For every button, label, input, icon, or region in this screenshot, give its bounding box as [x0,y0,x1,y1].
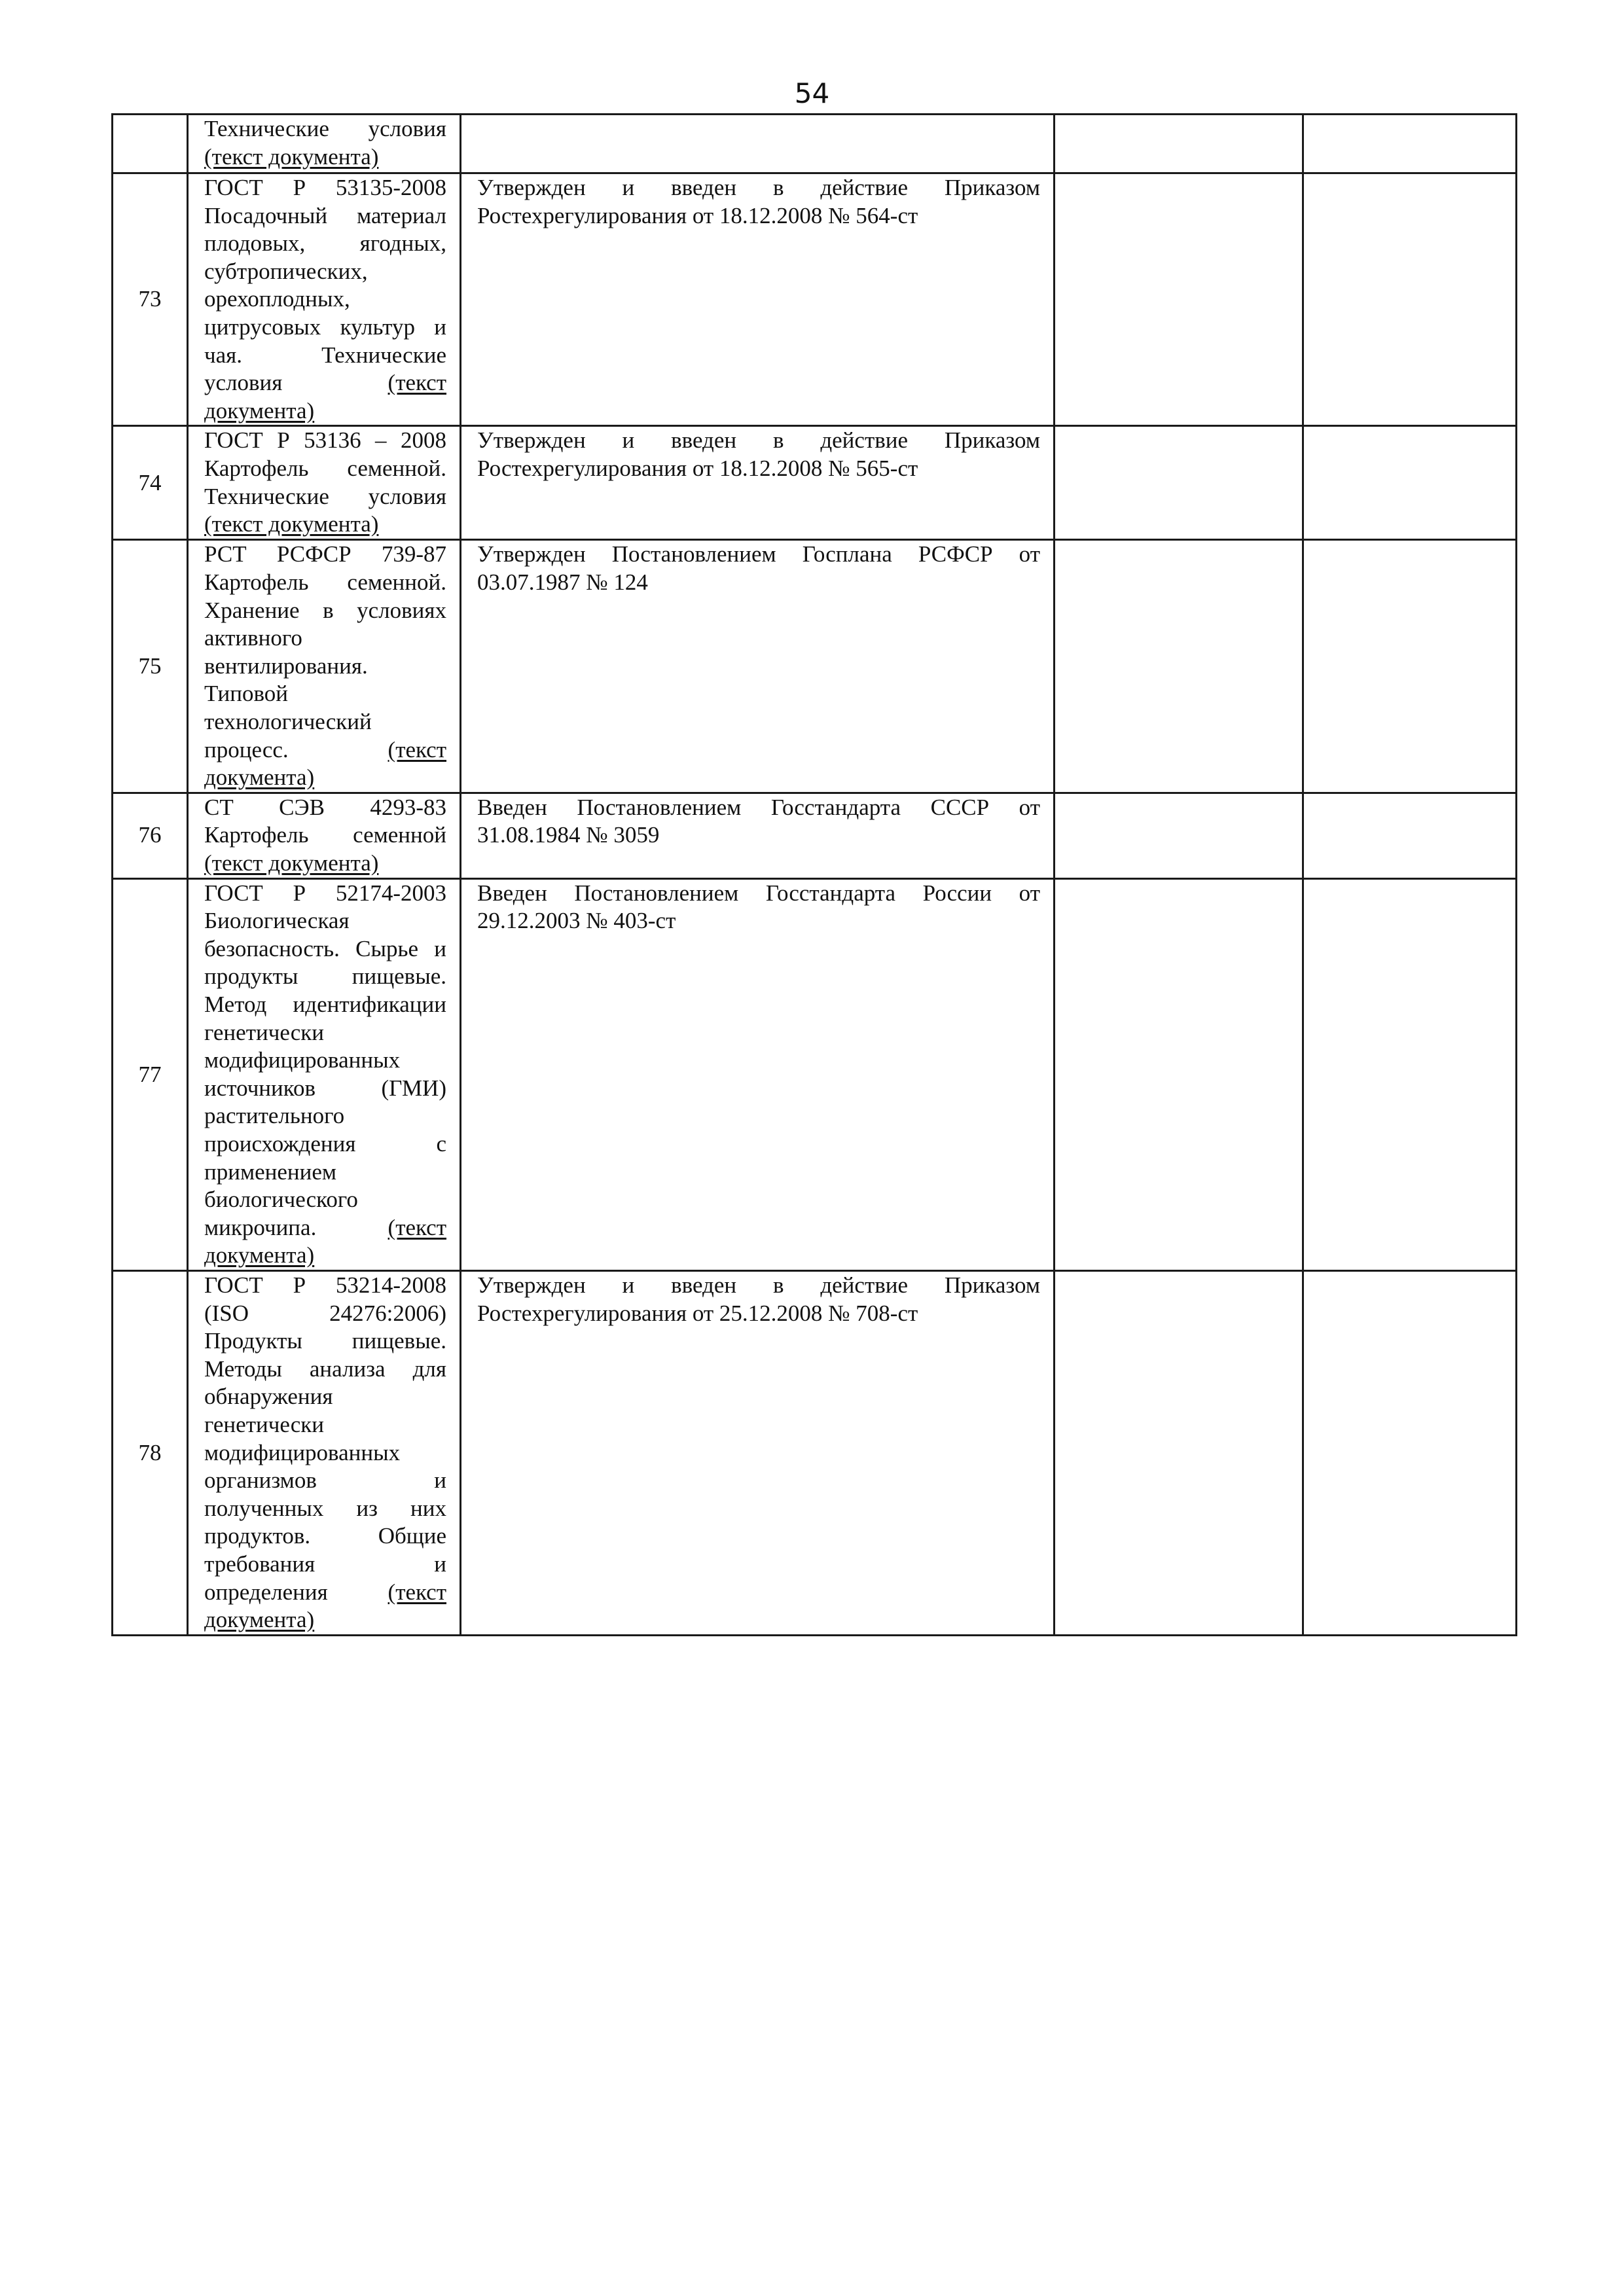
empty-cell [1055,115,1303,173]
empty-cell [1055,426,1303,540]
document-text-link[interactable]: (текст документа) [204,1214,446,1268]
empty-cell [1303,1271,1517,1636]
standard-title: РСТ РСФСР 739-87 Картофель семенной. Хранение в условиях активного вентилирования. Типовой технологический процесс. [204,541,446,762]
page-number: 54 [794,77,830,109]
document-text-link[interactable]: (текст документа) [204,511,379,537]
approval-info: Введен Постановлением Госстандарта России от 29.12.2003 № 403-ст [461,878,1055,1270]
table-row [113,426,1517,540]
empty-cell [1055,878,1303,1270]
standard-name [188,793,461,878]
empty-cell [1055,793,1303,878]
document-text-link[interactable]: (текст документа) [204,1579,446,1633]
empty-cell [1303,173,1517,426]
standard-title: ГОСТ Р 53135-2008 Посадочный материал плодовых, ягодных, субтропических, орехоплодных, цитрусовых культур и чая. Технические условия [204,175,446,396]
row-number: 77 [113,878,188,1270]
table-row [113,115,1517,173]
row-number [113,115,188,173]
standard-name [188,540,461,793]
document-text-link[interactable]: (текст документа) [204,143,379,170]
table-row [113,1271,1517,1636]
table-row [113,878,1517,1270]
document-text-link[interactable]: (текст документа) [204,736,446,791]
approval-info [461,115,1055,173]
empty-cell [1303,426,1517,540]
standard-title: ГОСТ Р 52174-2003 Биологическая безопасность. Сырье и продукты пищевые. Метод идентификации генетически модифицированных источников (ГМИ) растительного происхождения с применением биологического микрочипа. [204,880,446,1240]
approval-info: Утвержден и введен в действие Приказом Ростехрегулирования от 25.12.2008 № 708-ст [461,1271,1055,1636]
empty-cell [1303,115,1517,173]
standard-name [188,115,461,173]
row-number: 73 [113,173,188,426]
standard-name [188,1271,461,1636]
document-text-link[interactable]: (текст документа) [204,850,379,876]
empty-cell [1303,540,1517,793]
approval-info: Утвержден и введен в действие Приказом Ростехрегулирования от 18.12.2008 № 565-ст [461,426,1055,540]
standard-title: ГОСТ Р 53214-2008 (ISO 24276:2006) Продукты пищевые. Методы анализа для обнаружения генетически модифицированных организмов и полученных из них продуктов. Общие требования и определения [204,1272,446,1605]
standard-name [188,426,461,540]
approval-info: Утвержден и введен в действие Приказом Ростехрегулирования от 18.12.2008 № 564-ст [461,173,1055,426]
standard-title: СТ СЭВ 4293-83 Картофель семенной [204,794,446,848]
empty-cell [1303,793,1517,878]
approval-info: Утвержден Постановлением Госплана РСФСР от 03.07.1987 № 124 [461,540,1055,793]
table-row [113,173,1517,426]
table-row [113,793,1517,878]
row-number: 74 [113,426,188,540]
row-number: 76 [113,793,188,878]
empty-cell [1055,1271,1303,1636]
standard-title: Технические условия [204,116,446,141]
standard-name [188,173,461,426]
empty-cell [1303,878,1517,1270]
standard-name [188,878,461,1270]
document-text-link[interactable]: (текст документа) [204,370,446,423]
empty-cell [1055,540,1303,793]
row-number: 78 [113,1271,188,1636]
table-row [113,540,1517,793]
standard-title: ГОСТ Р 53136 – 2008 Картофель семенной. Технические условия [204,427,446,509]
standards-table [111,113,1517,1636]
approval-info: Введен Постановлением Госстандарта СССР от 31.08.1984 № 3059 [461,793,1055,878]
row-number: 75 [113,540,188,793]
empty-cell [1055,173,1303,426]
